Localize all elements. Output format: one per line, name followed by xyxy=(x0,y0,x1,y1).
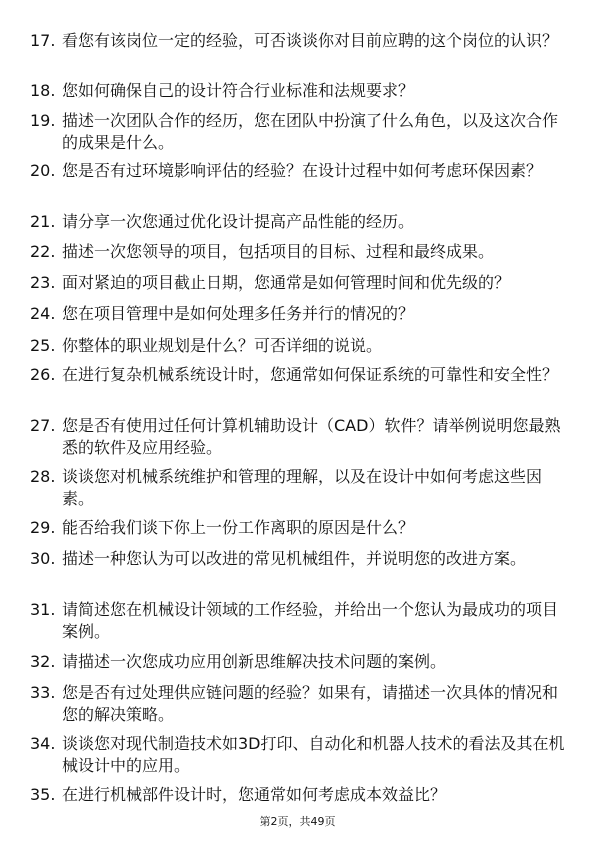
question-text: 描述一次您领导的项目，包括项目的目标、过程和最终成果。 xyxy=(62,242,495,261)
question-text: 你整体的职业规划是什么？可否详细的说说。 xyxy=(62,336,383,355)
question-number: 19. xyxy=(30,111,56,130)
question-number: 21. xyxy=(30,212,56,231)
question-number: 24. xyxy=(30,304,56,323)
question-number: 30. xyxy=(30,549,56,568)
question-text: 您是否有过处理供应链问题的经验？如果有，请描述一次具体的情况和您的解决策略。 xyxy=(62,683,559,724)
question-text: 您是否有使用过任何计算机辅助设计（CAD）软件？请举例说明您最熟悉的软件及应用经验。 xyxy=(62,416,561,457)
question-text: 能否给我们谈下你上一份工作离职的原因是什么？ xyxy=(62,518,415,537)
question-number: 35. xyxy=(30,785,56,804)
question-number: 32. xyxy=(30,652,56,671)
question-number: 25. xyxy=(30,336,56,355)
question-number: 17. xyxy=(30,31,56,50)
question-text: 请简述您在机械设计领域的工作经验，并给出一个您认为最成功的项目案例。 xyxy=(62,600,559,641)
question-text: 请分享一次您通过优化设计提高产品性能的经历。 xyxy=(62,212,415,231)
question-text: 您如何确保自己的设计符合行业标准和法规要求？ xyxy=(62,81,415,100)
question-number: 28. xyxy=(30,467,56,486)
question-number: 33. xyxy=(30,683,56,702)
question-text: 谈谈您对机械系统维护和管理的理解，以及在设计中如何考虑这些因素。 xyxy=(62,467,543,508)
question-text: 谈谈您对现代制造技术如3D打印、自动化和机器人技术的看法及其在机械设计中的应用。 xyxy=(62,734,565,775)
question-number: 26. xyxy=(30,365,56,384)
question-text: 面对紧迫的项目截止日期，您通常是如何管理时间和优先级的？ xyxy=(62,273,511,292)
question-number: 31. xyxy=(30,600,56,619)
question-number: 22. xyxy=(30,242,56,261)
question-number: 29. xyxy=(30,518,56,537)
question-text: 描述一种您认为可以改进的常见机械组件，并说明您的改进方案。 xyxy=(62,549,527,568)
question-text: 在进行机械部件设计时，您通常如何考虑成本效益比？ xyxy=(62,785,447,804)
question-text: 描述一次团队合作的经历，您在团队中扮演了什么角色，以及这次合作的成果是什么。 xyxy=(62,111,559,152)
question-text: 请描述一次您成功应用创新思维解决技术问题的案例。 xyxy=(62,652,447,671)
question-number: 34. xyxy=(30,734,56,753)
question-number: 20. xyxy=(30,161,56,180)
page-footer: 第2页，共49页 xyxy=(259,815,336,828)
question-text: 您是否有过环境影响评估的经验？在设计过程中如何考虑环保因素？ xyxy=(62,161,543,180)
question-number: 18. xyxy=(30,81,56,100)
question-number: 27. xyxy=(30,416,56,435)
question-text: 您在项目管理中是如何处理多任务并行的情况的？ xyxy=(62,304,415,323)
question-text: 看您有该岗位一定的经验，可否谈谈你对目前应聘的这个岗位的认识？ xyxy=(62,31,559,50)
question-number: 23. xyxy=(30,273,56,292)
question-text: 在进行复杂机械系统设计时，您通常如何保证系统的可靠性和安全性？ xyxy=(62,365,559,384)
